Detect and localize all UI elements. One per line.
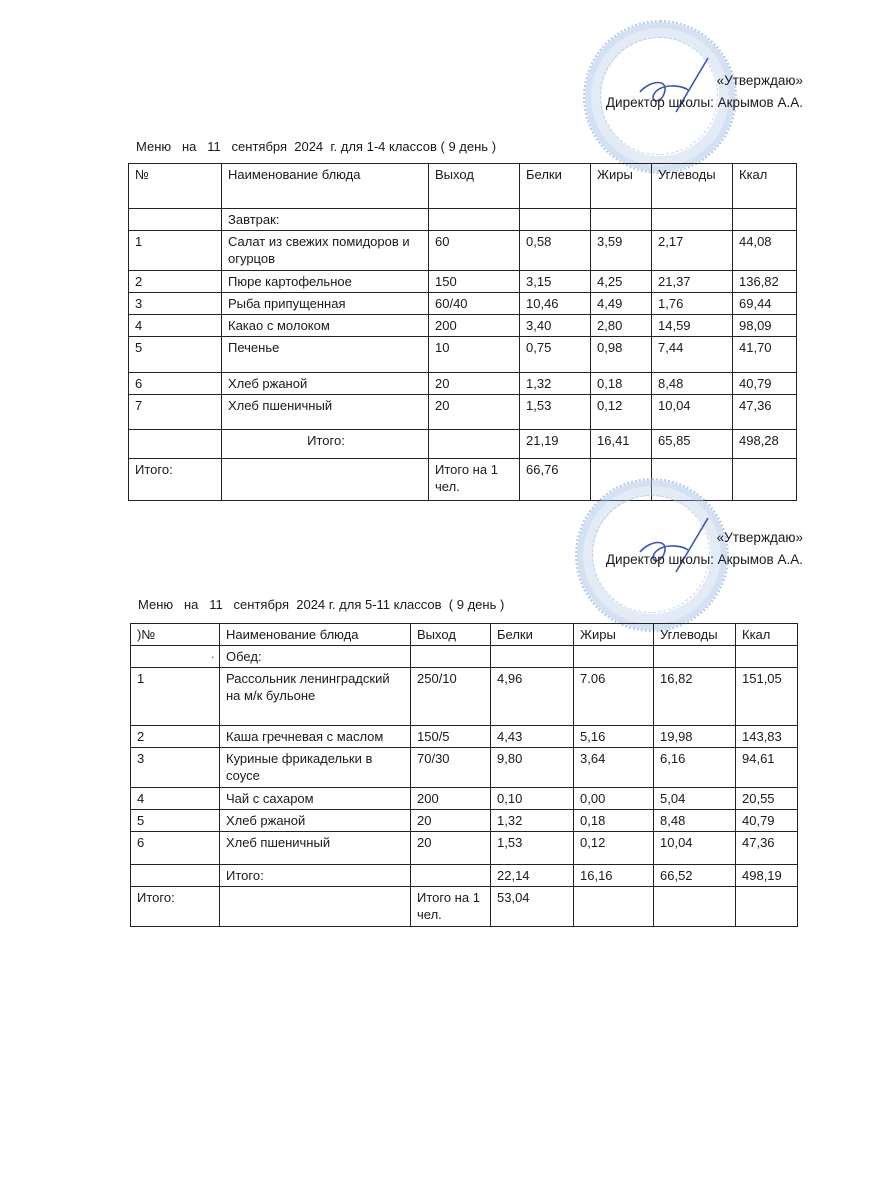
total-label: Итого: [131,887,220,927]
row-protein: 9,80 [491,748,574,788]
row-carbs: 8,48 [652,373,733,395]
row-yield: 20 [429,373,520,395]
row-kcal: 94,61 [736,748,798,788]
row-carbs: 21,37 [652,271,733,293]
table-row [129,315,797,337]
row-dish-name: Хлеб пшеничный [222,395,429,430]
table-row [129,271,797,293]
subtotal-carbs: 66,52 [654,865,736,887]
approve-label: «Утверждаю» [716,73,803,88]
row-carbs: 10,04 [654,832,736,865]
row-kcal: 44,08 [733,231,797,271]
row-num: 6 [129,373,222,395]
row-carbs: 6,16 [654,748,736,788]
row-num: 5 [129,337,222,373]
subtotal-kcal: 498,19 [736,865,798,887]
row-kcal: 98,09 [733,315,797,337]
per-person-value: 53,04 [491,887,574,927]
total-label: Итого: [129,459,222,501]
header-protein: Белки [520,164,591,209]
per-person-label: Итого на 1 чел. [429,459,520,501]
row-dish-name: Печенье [222,337,429,373]
row-fat: 0,98 [591,337,652,373]
table-row [129,231,797,271]
header-yield: Выход [429,164,520,209]
header-protein: Белки [491,624,574,646]
row-fat: 3,59 [591,231,652,271]
row-dish-name: Хлеб ржаной [222,373,429,395]
section-row: · Обед: [131,646,798,668]
row-fat: 2,80 [591,315,652,337]
menu-title-5-11: Меню на 11 сентября 2024 г. для 5-11 классов ( 9 день ) [138,597,505,612]
subtotal-label: Итого: [220,865,411,887]
row-dish-name: Салат из свежих помидоров и огурцов [222,231,429,271]
header-dish-name: Наименование блюда [222,164,429,209]
row-num: 6 [131,832,220,865]
header-kcal: Ккал [733,164,797,209]
row-fat: 4,49 [591,293,652,315]
row-protein: 4,96 [491,668,574,726]
row-fat: 4,25 [591,271,652,293]
row-kcal: 136,82 [733,271,797,293]
menu-table-1-4 [128,163,797,501]
row-kcal: 69,44 [733,293,797,315]
row-num: 5 [131,810,220,832]
subtotal-carbs: 65,85 [652,430,733,459]
row-carbs: 10,04 [652,395,733,430]
table-row [131,832,798,865]
row-carbs: 7,44 [652,337,733,373]
row-protein: 10,46 [520,293,591,315]
row-carbs: 5,04 [654,788,736,810]
header-yield: Выход [411,624,491,646]
row-num: 2 [131,726,220,748]
header-fat: Жиры [574,624,654,646]
director-label: Директор школы: Акрымов А.А. [605,552,803,567]
subtotal-protein: 21,19 [520,430,591,459]
row-dish-name: Рыба припущенная [222,293,429,315]
section-row [129,209,797,231]
menu-title-1-4: Меню на 11 сентября 2024 г. для 1-4 классов ( 9 день ) [136,139,497,154]
director-label: Директор школы: Акрымов А.А. [605,95,803,110]
row-dish-name: Хлеб пшеничный [220,832,411,865]
row-protein: 0,10 [491,788,574,810]
row-yield: 70/30 [411,748,491,788]
approval-block-top [606,70,803,114]
row-num: 3 [129,293,222,315]
row-yield: 200 [429,315,520,337]
row-yield: 20 [429,395,520,430]
row-fat: 0,12 [591,395,652,430]
per-person-label: Итого на 1 чел. [411,887,491,927]
row-fat: 0,18 [591,373,652,395]
table-row [131,810,798,832]
header-fat: Жиры [591,164,652,209]
row-protein: 1,53 [491,832,574,865]
row-carbs: 8,48 [654,810,736,832]
row-kcal: 143,83 [736,726,798,748]
row-dish-name: Рассольник ленинградский на м/к бульоне [220,668,411,726]
header-num: )№ [131,624,220,646]
menu-table-5-11 [130,623,798,927]
row-fat: 0,18 [574,810,654,832]
row-yield: 60 [429,231,520,271]
row-protein: 0,58 [520,231,591,271]
row-kcal: 40,79 [733,373,797,395]
row-num: 7 [129,395,222,430]
table-row [129,395,797,430]
subtotal-fat: 16,41 [591,430,652,459]
header-carbs: Углеводы [652,164,733,209]
subtotal-row [131,865,798,887]
approve-label: «Утверждаю» [716,530,803,545]
row-protein: 1,53 [520,395,591,430]
row-yield: 250/10 [411,668,491,726]
section-label: Завтрак: [222,209,429,231]
row-carbs: 1,76 [652,293,733,315]
subtotal-kcal: 498,28 [733,430,797,459]
row-dish-name: Хлеб ржаной [220,810,411,832]
table-row [131,668,798,726]
row-protein: 4,43 [491,726,574,748]
table-row [129,293,797,315]
row-dish-name: Каша гречневая с маслом [220,726,411,748]
row-dish-name: Чай с сахаром [220,788,411,810]
row-num: 1 [129,231,222,271]
header-dish-name: Наименование блюда [220,624,411,646]
approval-block-bottom [606,527,803,571]
table-row [129,337,797,373]
header-kcal: Ккал [736,624,798,646]
subtotal-row [129,430,797,459]
row-protein: 3,15 [520,271,591,293]
row-yield: 20 [411,810,491,832]
subtotal-label: Итого: [222,430,429,459]
per-person-value: 66,76 [520,459,591,501]
row-fat: 0,00 [574,788,654,810]
row-yield: 150 [429,271,520,293]
table-header-row [131,624,798,646]
row-dish-name: Пюре картофельное [222,271,429,293]
row-protein: 3,40 [520,315,591,337]
table-row [131,726,798,748]
subtotal-protein: 22,14 [491,865,574,887]
row-num: 4 [131,788,220,810]
total-row [131,887,798,927]
row-num: 4 [129,315,222,337]
header-num: № [129,164,222,209]
table-row [129,373,797,395]
row-fat: 3,64 [574,748,654,788]
row-num: 2 [129,271,222,293]
row-carbs: 16,82 [654,668,736,726]
row-dish-name: Какао с молоком [222,315,429,337]
row-yield: 200 [411,788,491,810]
row-protein: 1,32 [520,373,591,395]
row-yield: 150/5 [411,726,491,748]
row-kcal: 47,36 [736,832,798,865]
row-carbs: 19,98 [654,726,736,748]
row-fat: 0,12 [574,832,654,865]
row-carbs: 14,59 [652,315,733,337]
row-kcal: 41,70 [733,337,797,373]
row-kcal: 151,05 [736,668,798,726]
row-kcal: 20,55 [736,788,798,810]
subtotal-fat: 16,16 [574,865,654,887]
row-protein: 1,32 [491,810,574,832]
row-yield: 10 [429,337,520,373]
row-dish-name: Куриные фрикадельки в соусе [220,748,411,788]
table-header-row [129,164,797,209]
row-carbs: 2,17 [652,231,733,271]
table-row [131,788,798,810]
row-kcal: 47,36 [733,395,797,430]
row-fat: 7.06 [574,668,654,726]
header-carbs: Углеводы [654,624,736,646]
row-num: 1 [131,668,220,726]
row-num: 3 [131,748,220,788]
row-protein: 0,75 [520,337,591,373]
row-fat: 5,16 [574,726,654,748]
table-row [131,748,798,788]
section-label: Обед: [220,646,411,668]
row-yield: 20 [411,832,491,865]
row-kcal: 40,79 [736,810,798,832]
row-yield: 60/40 [429,293,520,315]
